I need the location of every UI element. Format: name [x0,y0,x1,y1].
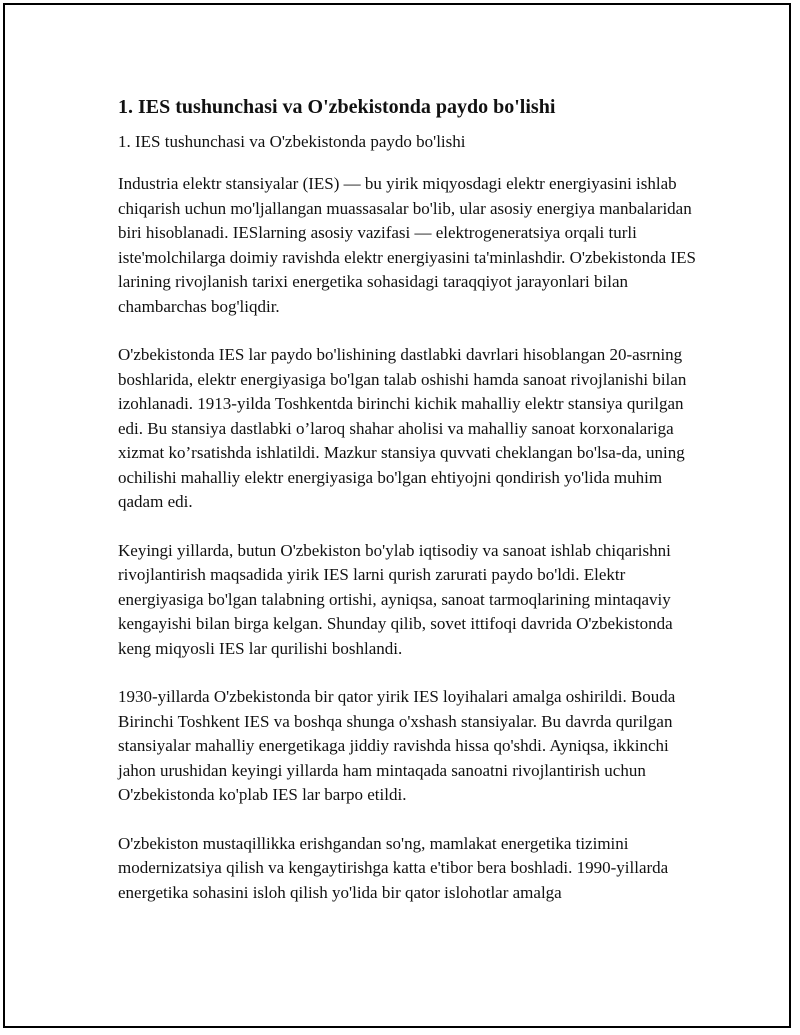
document-heading: 1. IES tushunchasi va O'zbekistonda paydo bo'lishi [118,96,556,118]
paragraph-5: O'zbekiston mustaqillikka erishgandan so'ng, mamlakat energetika tizimini modernizatsiya qilish va kengaytirishga katta e'tibor bera boshladi. 1990-yillarda energetika sohasini isloh qilish yo'lida bir qator islohotlar amalga [118,833,669,902]
paragraph-4: 1930-yillarda O'zbekistonda bir qator yirik IES loyihalari amalga oshirildi. Bouda Birinchi Toshkent IES va boshqa shunga o'xshash stansiyalar. Bu davrda qurilgan stansiyalar mahalliy energetikaga jiddiy ravishda hissa qo'shdi. Ayniqsa, ikkinchi jahon urushidan keyingi yillarda ham mintaqada sanoatni rivojlantirish uchun O'zbekistonda ko'plab IES lar barpo etildi. [118,687,676,804]
paragraph-1: Industria elektr stansiyalar (IES) — bu yirik miqyosdagi elektr energiyasini ishlab chiqarish uchun mo'ljallangan muassasalar bo'lib, ular asosiy energiya manbalaridan biri hisoblanadi. IESlarning asosiy vazifasi — elektrogeneratsiya orqali turli iste'molchilarga doimiy ravishda elektr energiyasini ta'minlashdir. O'zbekistonda IES larining rivojlanish tarixi energetika sohasidagi taraqqiyot jarayonlari bilan chambarchas bog'liqdir. [118,174,696,316]
document-subheading: 1. IES tushunchasi va O'zbekistonda paydo bo'lishi [118,132,466,151]
paragraph-3: Keyingi yillarda, butun O'zbekiston bo'ylab iqtisodiy va sanoat ishlab chiqarishni rivojlantirish maqsadida yirik IES larni qurish zarurati paydo bo'ldi. Elektr energiyasiga bo'lgan talabning ortishi, ayniqsa, sanoat tarmoqlarining mintaqaviy kengayishi bilan birga kelgan. Shunday qilib, sovet ittifoqi davrida O'zbekistonda keng miqyosli IES lar qurilishi boshlandi. [118,540,673,658]
document-body [118,94,698,929]
paragraph-2: O'zbekistonda IES lar paydo bo'lishining dastlabki davrlari hisoblangan 20-asrning boshlarida, elektr energiyasiga bo'lgan talab oshishi hamda sanoat rivojlanishi bilan izohlanadi. 1913-yilda Toshkentda birinchi kichik mahalliy elektr stansiya qurilgan edi. Bu stansiya dastlabki o’laroq shahar aholisi va mahalliy sanoat korxonalariga xizmat ko’rsatishda ishlatildi. Mazkur stansiya quvvati cheklangan bo'lsa-da, uning ochilishi mahalliy elektr energiyasiga bo'lgan ehtiyojni qondirish yo'lida muhim qadam edi. [118,345,687,511]
